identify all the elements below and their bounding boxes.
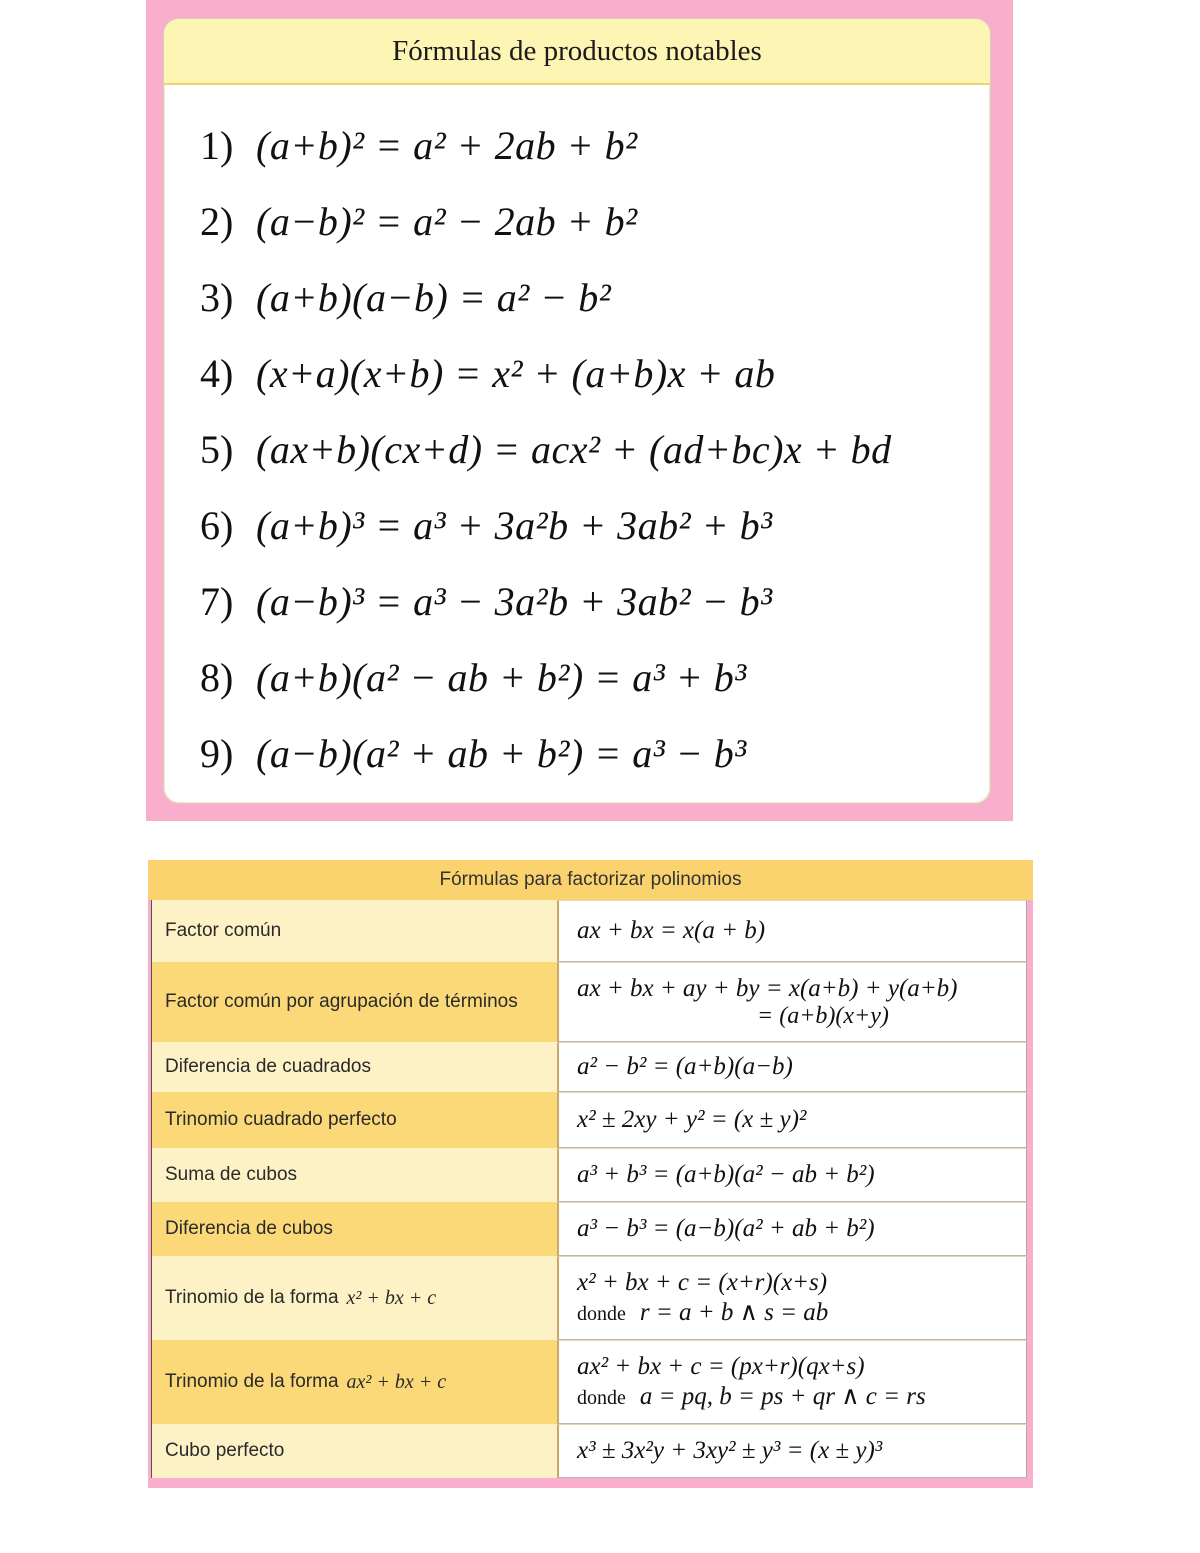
formula-list	[200, 107, 970, 791]
table-row	[151, 900, 1027, 962]
formula-item	[200, 259, 970, 335]
row-label-text: Trinomio de la forma	[165, 1371, 339, 1392]
formula-text: ax² + bx + c = (px+r)(qx+s)	[577, 1353, 865, 1380]
formula-number: 2)	[200, 198, 234, 244]
row-formula	[557, 1424, 1027, 1478]
formula-expression: (a+b)³ = a³ + 3a²b + 3ab² + b³	[256, 502, 773, 548]
formula-text: x³ ± 3x²y + 3xy² ± y³ = (x ± y)³	[577, 1437, 883, 1464]
factorizar-card	[148, 860, 1033, 1488]
table-row	[151, 962, 1027, 1042]
row-formula	[557, 1256, 1027, 1340]
formula-text: ax + bx + ay + by = x(a+b) + y(a+b)	[577, 974, 958, 1002]
formula-number: 6)	[200, 502, 234, 548]
productos-notables-card	[146, 0, 1013, 821]
formula-text: a³ − b³ = (a−b)(a² + ab + b²)	[577, 1215, 875, 1242]
productos-notables-title: Fórmulas de productos notables	[164, 19, 990, 85]
row-label	[151, 1340, 557, 1424]
row-formula	[557, 1340, 1027, 1424]
row-formula	[557, 1202, 1027, 1256]
row-label-expression: ax² + bx + c	[346, 1370, 447, 1393]
table-row	[151, 1340, 1027, 1424]
formula-item	[200, 487, 970, 563]
table-row	[151, 1092, 1027, 1148]
table-row	[151, 1202, 1027, 1256]
formula-expression: (a−b)(a² + ab + b²) = a³ − b³	[256, 730, 747, 776]
formula-number: 4)	[200, 350, 234, 396]
row-formula	[557, 1148, 1027, 1202]
formula-expression: (a+b)(a−b) = a² − b²	[256, 274, 612, 320]
formula-number: 1)	[200, 122, 234, 168]
formula-number: 3)	[200, 274, 234, 320]
formula-expression: (a−b)² = a² − 2ab + b²	[256, 198, 638, 244]
formula-expression: (x+a)(x+b) = x² + (a+b)x + ab	[256, 350, 776, 396]
formula-number: 8)	[200, 654, 234, 700]
formula-number: 9)	[200, 730, 234, 776]
formula-item	[200, 411, 970, 487]
row-label	[151, 1256, 557, 1340]
row-label-text: Trinomio de la forma	[165, 1287, 339, 1308]
row-label: Factor común	[151, 900, 557, 962]
formula-expression: (a+b)² = a² + 2ab + b²	[256, 122, 638, 168]
donde-label: donde	[577, 1387, 626, 1409]
formula-condition: a = pq, b = ps + qr ∧ c = rs	[639, 1383, 926, 1410]
formula-text: a³ + b³ = (a+b)(a² − ab + b²)	[577, 1161, 875, 1188]
formula-text: ax + bx = x(a + b)	[577, 917, 766, 944]
row-label: Factor común por agrupación de términos	[151, 962, 557, 1042]
donde-label: donde	[577, 1303, 626, 1325]
row-formula	[557, 962, 1027, 1042]
formula-expression: (ax+b)(cx+d) = acx² + (ad+bc)x + bd	[256, 426, 892, 472]
formula-text: x² + bx + c = (x+r)(x+s)	[577, 1269, 828, 1296]
table-row	[151, 1148, 1027, 1202]
formula-item	[200, 107, 970, 183]
formula-continuation: = (a+b)(x+y)	[757, 1002, 889, 1029]
row-formula	[557, 1042, 1027, 1092]
formula-expression: (a−b)³ = a³ − 3a²b + 3ab² − b³	[256, 578, 773, 624]
row-label-expression: x² + bx + c	[346, 1286, 437, 1309]
table-row	[151, 1042, 1027, 1092]
row-formula	[557, 900, 1027, 962]
formula-item	[200, 183, 970, 259]
formula-condition: r = a + b ∧ s = ab	[639, 1299, 829, 1326]
formula-number: 7)	[200, 578, 234, 624]
row-label: Diferencia de cubos	[151, 1202, 557, 1256]
formula-number: 5)	[200, 426, 234, 472]
table-row	[151, 1256, 1027, 1340]
factorizar-title: Fórmulas para factorizar polinomios	[148, 860, 1033, 900]
table-row	[151, 1424, 1027, 1478]
formula-item	[200, 563, 970, 639]
formula-text: a² − b² = (a+b)(a−b)	[577, 1053, 793, 1080]
formula-item	[200, 639, 970, 715]
formula-text: x² ± 2xy + y² = (x ± y)²	[577, 1106, 807, 1133]
formula-expression: (a+b)(a² − ab + b²) = a³ + b³	[256, 654, 747, 700]
row-label: Cubo perfecto	[151, 1424, 557, 1478]
formula-item	[200, 335, 970, 411]
row-label: Diferencia de cuadrados	[151, 1042, 557, 1092]
row-formula	[557, 1092, 1027, 1148]
productos-notables-panel	[163, 18, 991, 804]
formula-item	[200, 715, 970, 791]
row-label: Suma de cubos	[151, 1148, 557, 1202]
row-label: Trinomio cuadrado perfecto	[151, 1092, 557, 1148]
